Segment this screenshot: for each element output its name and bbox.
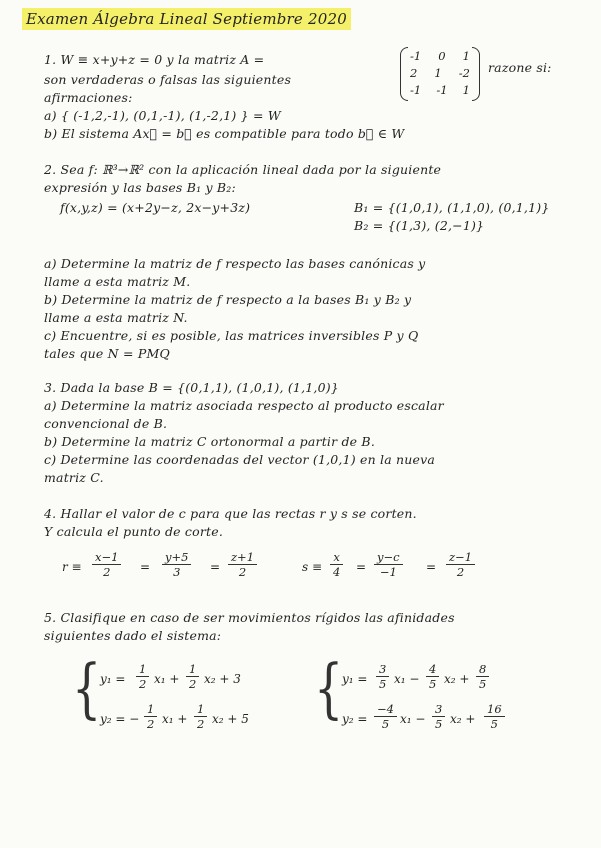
p1-item-a: a) { (-1,2,-1), (0,1,-1), (1,-2,1) } = W xyxy=(44,108,281,123)
p3-item-b: b) Determine la matriz C ortonormal a partir de B. xyxy=(44,434,375,449)
p2-f-expression: f(x,y,z) = (x+2y−z, 2x−y+3z) xyxy=(60,200,251,215)
sys2-y1-frac1 xyxy=(376,662,389,691)
frac-numerator: 1 xyxy=(144,702,157,717)
sys2-y1-lhs: y₁ = xyxy=(342,672,368,686)
frac-denominator: 2 xyxy=(189,677,197,691)
sys1-y1-frac1 xyxy=(136,662,149,691)
p3-item-c-1: c) Determine las coordenadas del vector (1,0,1) en la nueva xyxy=(44,452,436,467)
frac-numerator: 3 xyxy=(376,662,389,677)
sys1-y1-term1: x₁ + xyxy=(154,672,180,686)
sys2-y2-lhs: y₂ = xyxy=(342,712,368,726)
left-brace-system-2: { xyxy=(314,650,344,726)
p2-basis-b1: B₁ = {(1,0,1), (1,1,0), (0,1,1)} xyxy=(354,200,550,215)
r-frac-x xyxy=(92,550,121,579)
matrix-cell: -1 xyxy=(410,83,422,97)
p4-line2: Y calcula el punto de corte. xyxy=(44,524,224,539)
p1-line2: son verdaderas o falsas las siguientes xyxy=(44,72,292,87)
frac-denominator: −1 xyxy=(379,565,397,579)
matrix-cell: -2 xyxy=(458,66,470,80)
sys1-y1-frac2 xyxy=(186,662,199,691)
matrix-cell: 1 xyxy=(462,49,470,63)
frac-denominator: 2 xyxy=(103,565,111,579)
frac-numerator: y+5 xyxy=(162,550,191,565)
matrix-row-2 xyxy=(410,66,470,80)
matrix-cell: 2 xyxy=(410,66,418,80)
frac-numerator: 8 xyxy=(476,662,489,677)
sys2-y1-frac3 xyxy=(476,662,489,691)
matrix-row-3 xyxy=(410,83,470,97)
p2-basis-b2: B₂ = {(1,3), (2,−1)} xyxy=(354,218,485,233)
frac-denominator: 2 xyxy=(238,565,247,579)
line-s-label: s ≡ xyxy=(302,560,323,574)
sys1-y2-frac1 xyxy=(144,702,157,731)
matrix-row-1 xyxy=(410,49,470,63)
p3-line1: 3. Dada la base B = {(0,1,1), (1,0,1), (1,1,0)} xyxy=(44,380,339,395)
frac-denominator: 5 xyxy=(435,717,443,731)
p3-item-c-2: matriz C. xyxy=(44,470,104,485)
r-frac-y xyxy=(162,550,191,579)
p2-item-a-2: llame a esta matriz M. xyxy=(44,274,191,289)
p3-item-a-1: a) Determine la matriz asociada respecto al producto escalar xyxy=(44,398,444,413)
frac-numerator: 1 xyxy=(136,662,149,677)
frac-denominator: 4 xyxy=(333,565,341,579)
p2-line2: expresión y las bases B₁ y B₂: xyxy=(44,180,236,195)
frac-denominator: 5 xyxy=(381,717,390,731)
r-frac-z xyxy=(228,550,257,579)
p2-item-b-1: b) Determine la matriz de f respecto a la bases B₁ y B₂ y xyxy=(44,292,412,307)
s-frac-z xyxy=(446,550,475,579)
frac-numerator: z−1 xyxy=(446,550,475,565)
frac-denominator: 2 xyxy=(456,565,465,579)
s-frac-y xyxy=(374,550,403,579)
p4-line1: 4. Hallar el valor de c para que las rectas r y s se corten. xyxy=(44,506,417,521)
sys2-y2-frac2 xyxy=(432,702,445,731)
sys2-y1-term2: x₂ + xyxy=(444,672,470,686)
p2-item-c-2: tales que N = PMQ xyxy=(44,346,170,361)
sys1-y2-term1: x₁ + xyxy=(162,712,188,726)
frac-numerator: 1 xyxy=(194,702,207,717)
left-brace-system-1: { xyxy=(72,650,102,726)
sys1-y2-frac2 xyxy=(194,702,207,731)
p3-item-a-2: convencional de B. xyxy=(44,416,168,431)
equals: = xyxy=(426,560,437,574)
frac-numerator: z+1 xyxy=(228,550,257,565)
matrix-cell: -1 xyxy=(410,49,422,63)
frac-numerator: 4 xyxy=(426,662,439,677)
frac-numerator: 1 xyxy=(186,662,199,677)
p1-line3: afirmaciones: xyxy=(44,90,133,105)
sys2-y1-term1: x₁ − xyxy=(394,672,420,686)
matrix-cell: -1 xyxy=(436,83,448,97)
equals: = xyxy=(140,560,151,574)
matrix-right-bracket xyxy=(472,47,480,101)
matrix-cell: 0 xyxy=(438,49,446,63)
sys2-y2-term2: x₂ + xyxy=(450,712,476,726)
sys1-y1-lhs: y₁ = xyxy=(100,672,126,686)
sys1-y2-lhs: y₂ = − xyxy=(100,712,140,726)
matrix-left-bracket xyxy=(400,47,408,101)
frac-numerator: y−c xyxy=(374,550,403,565)
equals: = xyxy=(356,560,367,574)
frac-denominator: 5 xyxy=(479,677,487,691)
frac-numerator: x xyxy=(330,550,343,565)
frac-denominator: 3 xyxy=(173,565,181,579)
p2-item-a-1: a) Determine la matriz de f respecto las bases canónicas y xyxy=(44,256,426,271)
frac-numerator: x−1 xyxy=(92,550,121,565)
p2-line1: 2. Sea f: ℝ³→ℝ² con la aplicación lineal dada por la siguiente xyxy=(44,162,442,177)
sys2-y2-frac1 xyxy=(374,702,397,731)
p1-razone: razone si: xyxy=(488,60,552,75)
p1-line1: 1. W ≡ x+y+z = 0 y la matriz A = xyxy=(44,52,265,67)
sys2-y2-frac3 xyxy=(484,702,505,731)
p2-item-b-2: llame a esta matriz N. xyxy=(44,310,188,325)
exam-title: Examen Álgebra Lineal Septiembre 2020 xyxy=(22,8,351,30)
frac-numerator: −4 xyxy=(374,702,397,717)
frac-numerator: 16 xyxy=(484,702,505,717)
frac-denominator: 5 xyxy=(490,717,498,731)
matrix-cell: 1 xyxy=(462,83,470,97)
equals: = xyxy=(210,560,221,574)
frac-denominator: 2 xyxy=(147,717,155,731)
sys1-y1-term2: x₂ + 3 xyxy=(204,672,241,686)
sys2-y1-frac2 xyxy=(426,662,439,691)
matrix-a xyxy=(400,47,480,101)
p5-line2: siguientes dado el sistema: xyxy=(44,628,222,643)
matrix-cell: 1 xyxy=(434,66,442,80)
frac-denominator: 5 xyxy=(379,677,387,691)
s-frac-x xyxy=(330,550,343,579)
frac-denominator: 5 xyxy=(429,677,437,691)
p5-line1: 5. Clasifique en caso de ser movimientos rígidos las afinidades xyxy=(44,610,455,625)
frac-numerator: 3 xyxy=(432,702,445,717)
sys2-y2-term1: x₁ − xyxy=(400,712,426,726)
frac-denominator: 2 xyxy=(197,717,205,731)
frac-denominator: 2 xyxy=(139,677,147,691)
p2-item-c-1: c) Encuentre, si es posible, las matrices inversibles P y Q xyxy=(44,328,419,343)
line-r-label: r ≡ xyxy=(62,560,82,574)
p1-item-b: b) El sistema Ax⃗ = b⃗ es compatible para todo b⃗ ∈ W xyxy=(44,126,405,141)
sys1-y2-term2: x₂ + 5 xyxy=(212,712,249,726)
